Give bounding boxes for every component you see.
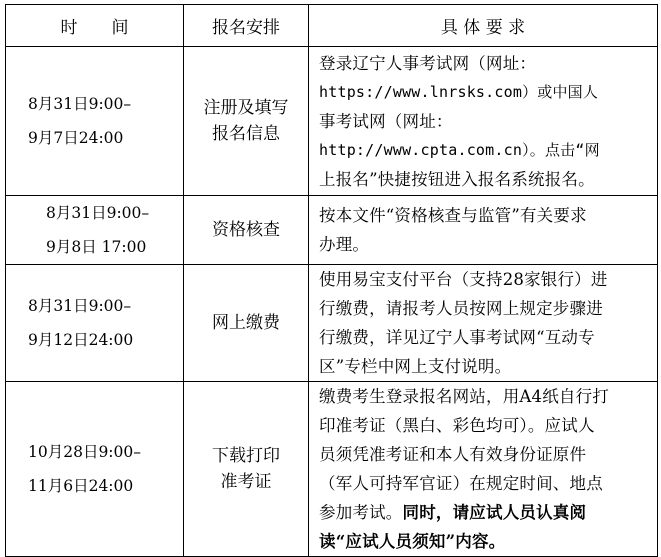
table-header-row	[6, 5, 658, 47]
requirements-line: 行缴费，详见辽宁人事考试网“互动专	[319, 328, 595, 347]
arrangement-cell	[184, 47, 309, 196]
table-row	[6, 265, 658, 382]
header-requirements: 具 体 要 求	[309, 5, 658, 47]
time-cell	[6, 196, 184, 265]
arrangement-cell	[184, 382, 309, 557]
requirements-line: （军人可持军官证）在规定时间、地点	[319, 474, 603, 493]
requirements-line: 印准考证（黑白、彩色均可）。应试人	[319, 416, 595, 435]
requirements-line: 缴费考生登录报名网站，用A4纸自行打	[319, 387, 610, 406]
table-row	[6, 196, 658, 265]
arrangement-cell	[184, 196, 309, 265]
header-time: 时 间	[6, 5, 184, 47]
table-row	[6, 47, 658, 196]
header-arrangement: 报名安排	[184, 5, 309, 47]
arrangement-line: 资格核查	[212, 220, 280, 240]
arrangement-line: 注册及填写	[203, 98, 289, 118]
arrangement-line: 下载打印	[212, 446, 280, 466]
requirements-cell	[309, 196, 658, 265]
time-start: 8月31日9:00–	[46, 204, 150, 222]
time-cell	[6, 382, 184, 557]
time-cell	[6, 47, 184, 196]
requirements-line: 行缴费，请报考人员按网上规定步骤进	[319, 299, 603, 318]
registration-schedule-table	[5, 4, 658, 557]
time-end: 11月6日24:00	[28, 477, 134, 495]
requirements-line: 登录辽宁人事考试网（网址：	[319, 53, 537, 73]
arrangement-line: 准考证	[220, 472, 272, 492]
time-end: 9月8日 17:00	[46, 238, 147, 256]
requirements-line: 使用易宝支付平台（支持28家银行）进	[319, 270, 608, 289]
requirements-bold-line: 读“应试人员须知”内容。	[319, 532, 506, 551]
requirements-line: 办理。	[319, 235, 370, 254]
requirements-line: https://www.lnrsks.com）或中国人	[319, 82, 599, 101]
requirements-line: 按本文件“资格核查与监管”有关要求	[319, 206, 587, 225]
requirements-line: http://www.cpta.com.cn）。点击“网	[319, 140, 600, 159]
table-row	[6, 382, 658, 557]
requirements-line: 区”专栏中网上支付说明。	[319, 357, 512, 376]
requirements-line	[319, 498, 651, 527]
requirements-cell	[309, 265, 658, 382]
requirements-text: 参加考试。	[319, 503, 403, 522]
time-start: 8月31日9:00–	[28, 297, 132, 315]
time-cell	[6, 265, 184, 382]
requirements-bold-text: 同时，请应试人员认真阅	[402, 503, 587, 522]
requirements-cell	[309, 382, 658, 557]
time-start: 10月28日9:00–	[28, 443, 142, 461]
arrangement-line: 报名信息	[212, 124, 280, 144]
requirements-line: 上报名”快捷按钮进入报名系统报名。	[319, 169, 595, 189]
time-end: 9月12日24:00	[28, 331, 134, 349]
requirements-line: 事考试网（网址：	[319, 111, 453, 131]
time-end: 9月7日24:00	[28, 129, 124, 147]
requirements-cell	[309, 47, 658, 196]
arrangement-cell	[184, 265, 309, 382]
requirements-line: 员须凭准考证和本人有效身份证原件	[319, 445, 587, 464]
time-start: 8月31日9:00–	[28, 95, 132, 113]
arrangement-line: 网上缴费	[212, 313, 280, 333]
